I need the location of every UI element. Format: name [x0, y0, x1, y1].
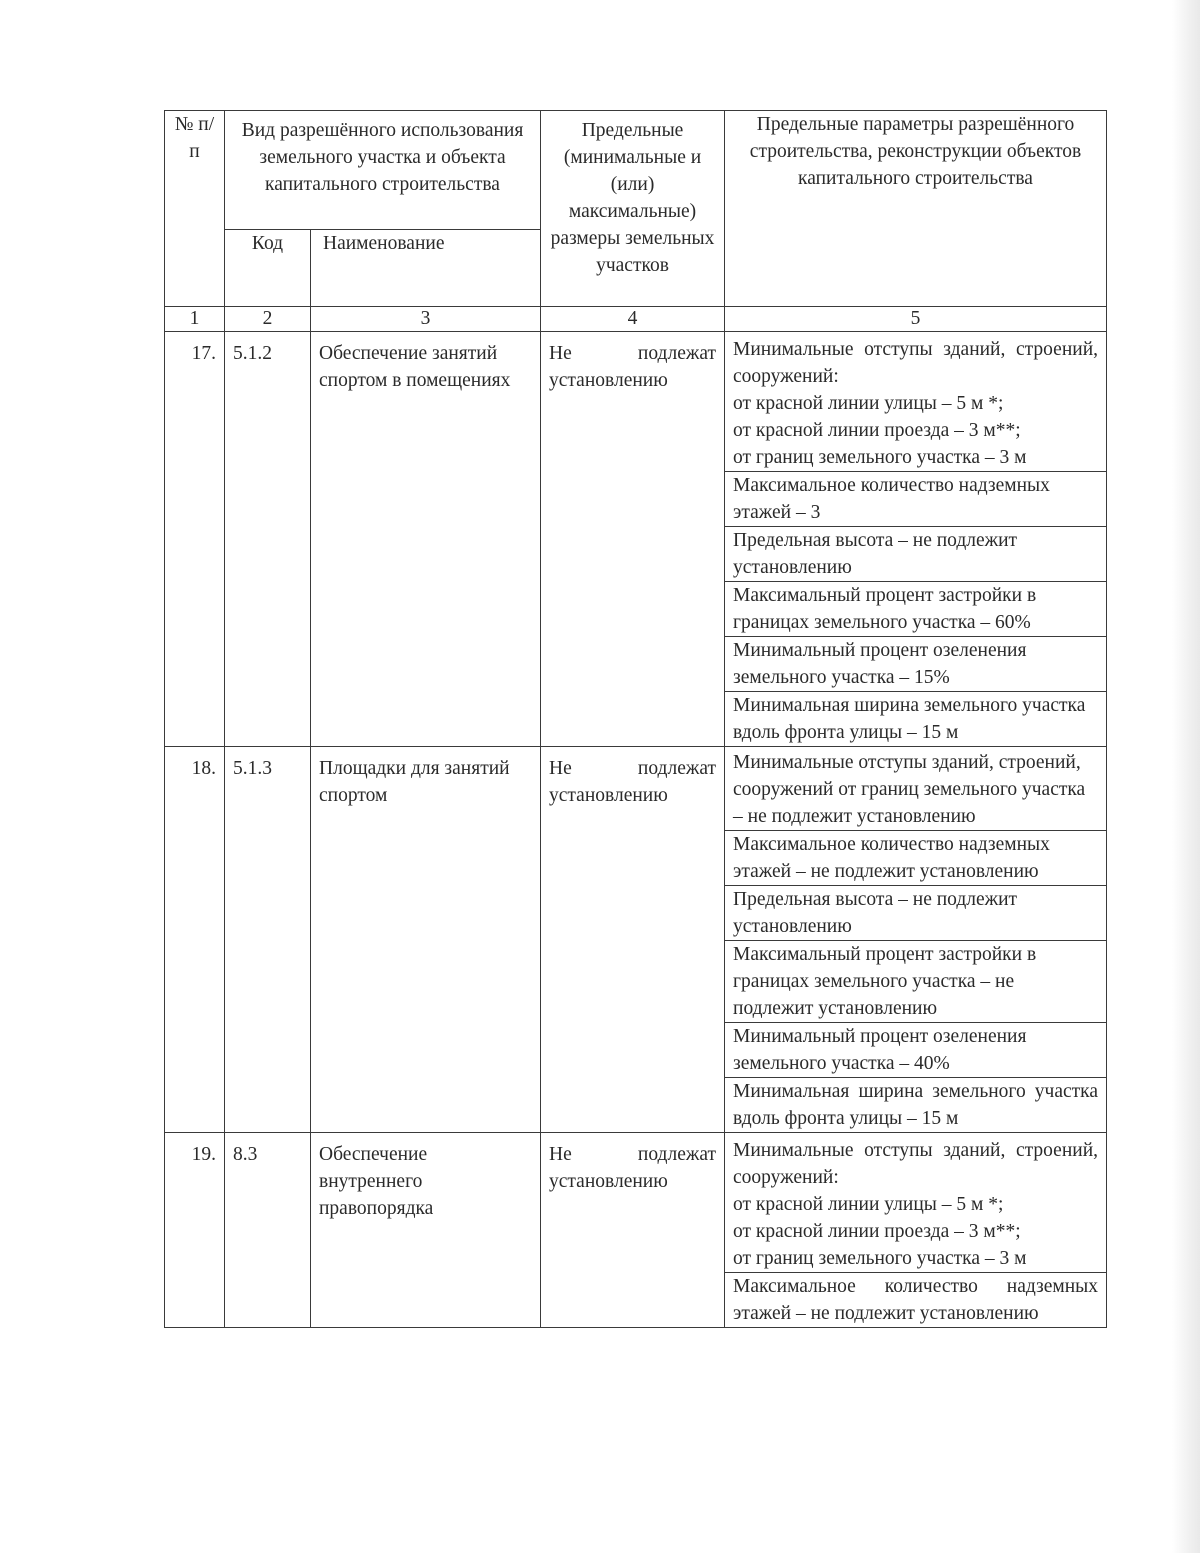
row-name: Площадки для занятий спортом — [311, 747, 541, 1133]
row-name: Обеспечение внутреннего правопорядка — [311, 1133, 541, 1328]
param-setbacks — [725, 1133, 1107, 1273]
param-green-percent: Минимальный процент озеленения земельного участка – 15% — [725, 637, 1107, 692]
param-line: от границ земельного участка – 3 м — [733, 447, 1027, 468]
table-row — [165, 332, 1107, 472]
row-number: 19. — [165, 1133, 225, 1328]
header-use-type: Вид разрешённого использования земельного участка и объекта капитального строительства — [225, 111, 541, 230]
land-use-table — [164, 110, 1107, 1328]
row-plot-size: Не подлежат установлению — [541, 332, 725, 747]
row-code: 5.1.3 — [225, 747, 311, 1133]
row-plot-size: Не подлежат установлению — [541, 747, 725, 1133]
param-floors: Максимальное количество надземных этажей – 3 — [725, 472, 1107, 527]
param-height: Предельная высота – не подлежит установлению — [725, 886, 1107, 941]
table-row — [165, 1133, 1107, 1273]
column-index: 1 — [165, 307, 225, 332]
scan-page-edge — [1172, 0, 1200, 1553]
header-parameters: Предельные параметры разрешённого строительства, реконструкции объектов капитального строительства — [725, 111, 1107, 307]
header-num: № п/п — [165, 111, 225, 307]
param-floors: Максимальное количество надземных этажей – не подлежит установлению — [725, 1273, 1107, 1328]
column-index-row — [165, 307, 1107, 332]
param-setbacks: Минимальные отступы зданий, строений, сооружений от границ земельного участка – не подлежит установлению — [725, 747, 1107, 831]
row-number: 17. — [165, 332, 225, 747]
param-line: от красной линии улицы – 5 м *; — [733, 393, 1004, 414]
table-row — [165, 747, 1107, 831]
param-floors: Максимальное количество надземных этажей – не подлежит установлению — [725, 831, 1107, 886]
param-line: от красной линии улицы – 5 м *; — [733, 1194, 1004, 1215]
param-green-percent: Минимальный процент озеленения земельного участка – 40% — [725, 1023, 1107, 1078]
column-index: 4 — [541, 307, 725, 332]
param-line: Минимальные отступы зданий, строений, сооружений: — [733, 339, 1099, 387]
header-code: Код — [225, 230, 311, 307]
header-row — [165, 111, 1107, 230]
param-height: Предельная высота – не подлежит установлению — [725, 527, 1107, 582]
row-code: 8.3 — [225, 1133, 311, 1328]
param-line: Минимальные отступы зданий, строений, сооружений: — [733, 1140, 1099, 1188]
row-plot-size: Не подлежат установлению — [541, 1133, 725, 1328]
column-index: 3 — [311, 307, 541, 332]
row-code: 5.1.2 — [225, 332, 311, 747]
header-name: Наименование — [311, 230, 541, 307]
param-frontage: Минимальная ширина земельного участка вдоль фронта улицы – 15 м — [725, 1078, 1107, 1133]
param-frontage: Минимальная ширина земельного участка вдоль фронта улицы – 15 м — [725, 692, 1107, 747]
param-line: от красной линии проезда – 3 м**; — [733, 1221, 1021, 1242]
param-setbacks — [725, 332, 1107, 472]
column-index: 5 — [725, 307, 1107, 332]
header-plot-sizes: Предельные (минимальные и (или) максимальные) размеры земельных участков — [541, 111, 725, 307]
param-build-percent: Максимальный процент застройки в границах земельного участка – не подлежит установлению — [725, 941, 1107, 1023]
row-number: 18. — [165, 747, 225, 1133]
param-line: от границ земельного участка – 3 м — [733, 1248, 1027, 1269]
row-name: Обеспечение занятий спортом в помещениях — [311, 332, 541, 747]
column-index: 2 — [225, 307, 311, 332]
param-build-percent: Максимальный процент застройки в границах земельного участка – 60% — [725, 582, 1107, 637]
param-line: от красной линии проезда – 3 м**; — [733, 420, 1021, 441]
